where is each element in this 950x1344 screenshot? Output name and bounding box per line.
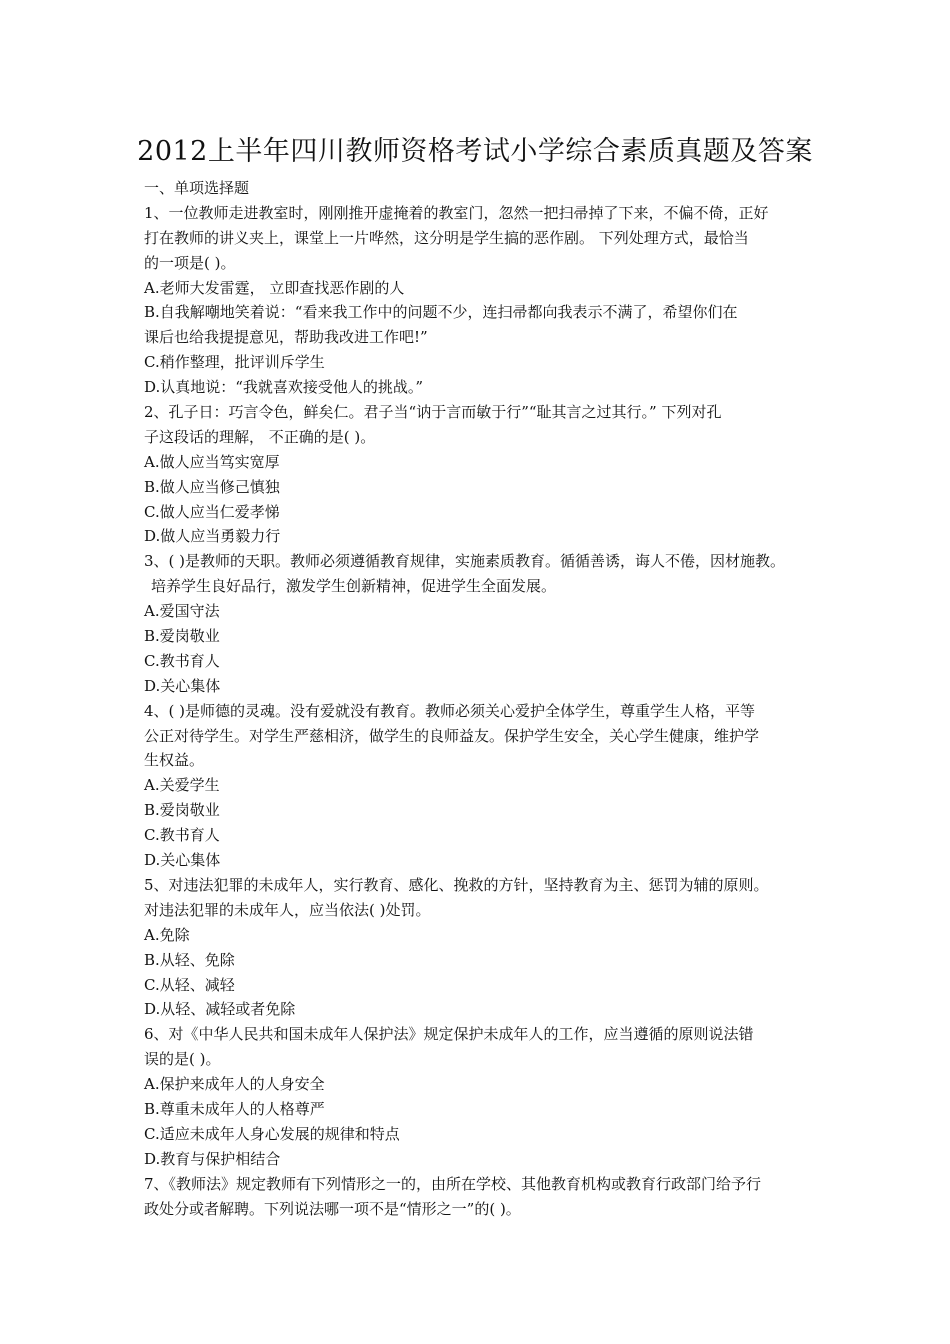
- document-title: 2012上半年四川教师资格考试小学综合素质真题及答案: [137, 136, 813, 167]
- question-4-option-a: A.关爱学生: [144, 776, 220, 795]
- question-1-stem: 打在教师的讲义夹上，课堂上一片哗然，这分明是学生搞的恶作剧。 下列处理方式，最恰当: [144, 228, 749, 247]
- question-4-option-d: D.关心集体: [144, 851, 221, 870]
- question-3-option-b: B.爱岗敬业: [144, 627, 220, 646]
- question-5-option-b: B.从轻、免除: [144, 950, 235, 969]
- question-7-stem: 7、《教师法》规定教师有下列情形之一的，由所在学校、其他教育机构或教育行政部门给予行: [144, 1174, 762, 1193]
- question-1-option-c: C.稍作整理，批评训斥学生: [144, 353, 325, 372]
- question-1-stem: 的一项是( )。: [144, 253, 236, 272]
- question-1-option-d: D.认真地说：“我就喜欢接受他人的挑战。”: [144, 378, 424, 397]
- question-4-stem: 公正对待学生。对学生严慈相济，做学生的良师益友。保护学生安全，关心学生健康，维护学: [144, 726, 760, 745]
- question-2-stem: 子这段话的理解， 不正确的是( )。: [144, 427, 376, 446]
- question-2-option-a: A.做人应当笃实宽厚: [144, 452, 280, 471]
- question-2-stem: 2、孔子日：巧言令色，鲜矣仁。君子当“讷于言而敏于行”“耻其言之过其行。” 下列对孔: [144, 403, 722, 422]
- question-4-option-b: B.爱岗敬业: [144, 801, 220, 820]
- question-5-option-d: D.从轻、减轻或者免除: [144, 1000, 296, 1019]
- question-2-option-b: B.做人应当修己慎独: [144, 477, 280, 496]
- question-5-option-c: C.从轻、减轻: [144, 975, 235, 994]
- question-6-stem: 6、对《中华人民共和国未成年人保护法》规定保护未成年人的工作，应当遵循的原则说法错: [144, 1025, 754, 1044]
- question-5-stem: 5、对违法犯罪的未成年人，实行教育、感化、挽救的方针，坚持教育为主、惩罚为辅的原则。: [144, 875, 769, 894]
- question-1-option-b: B.自我解嘲地笑着说：“看来我工作中的问题不少，连扫帚都向我表示不满了，希望你们在: [144, 303, 738, 322]
- question-3-option-d: D.关心集体: [144, 676, 221, 695]
- question-4-option-c: C.教书育人: [144, 826, 220, 845]
- question-3-option-c: C.教书育人: [144, 651, 220, 670]
- question-6-option-b: B.尊重未成年人的人格尊严: [144, 1099, 325, 1118]
- question-6-stem: 误的是( )。: [144, 1050, 221, 1069]
- question-3-stem: 3、( )是教师的天职。教师必须遵循教育规律，实施素质教育。循循善诱，诲人不倦，因材施教。: [144, 552, 786, 571]
- question-4-stem: 生权益。: [144, 751, 205, 770]
- question-3-stem: 培养学生良好品行，激发学生创新精神，促进学生全面发展。: [151, 577, 557, 596]
- question-3-option-a: A.爱国守法: [144, 602, 220, 621]
- section-heading: 一、单项选择题: [144, 179, 250, 197]
- question-2-option-d: D.做人应当勇毅力行: [144, 527, 281, 546]
- document-body: [144, 176, 824, 1221]
- question-6-option-d: D.教育与保护相结合: [144, 1149, 281, 1168]
- question-5-option-a: A.免除: [144, 925, 190, 944]
- question-1-option-b: 课后也给我提提意见，帮助我改进工作吧!”: [144, 328, 428, 347]
- question-5-stem: 对违法犯罪的未成年人，应当依法( )处罚。: [144, 900, 431, 919]
- question-6-option-a: A.保护来成年人的人身安全: [144, 1075, 325, 1094]
- question-1-stem: 1、一位教师走进教室时，刚刚推开虚掩着的教室门，忽然一把扫帚掉了下来，不偏不倚，正好: [144, 203, 769, 222]
- question-1-option-a: A.老师大发雷霆， 立即查找恶作剧的人: [144, 278, 405, 297]
- question-4-stem: 4、( )是师德的灵魂。没有爱就没有教育。教师必须关心爱护全体学生，尊重学生人格，平等: [144, 701, 756, 720]
- question-7-stem: 政处分或者解聘。下列说法哪一项不是“情形之一”的( )。: [144, 1199, 521, 1218]
- question-2-option-c: C.做人应当仁爱孝悌: [144, 502, 280, 521]
- question-6-option-c: C.适应未成年人身心发展的规律和特点: [144, 1124, 400, 1143]
